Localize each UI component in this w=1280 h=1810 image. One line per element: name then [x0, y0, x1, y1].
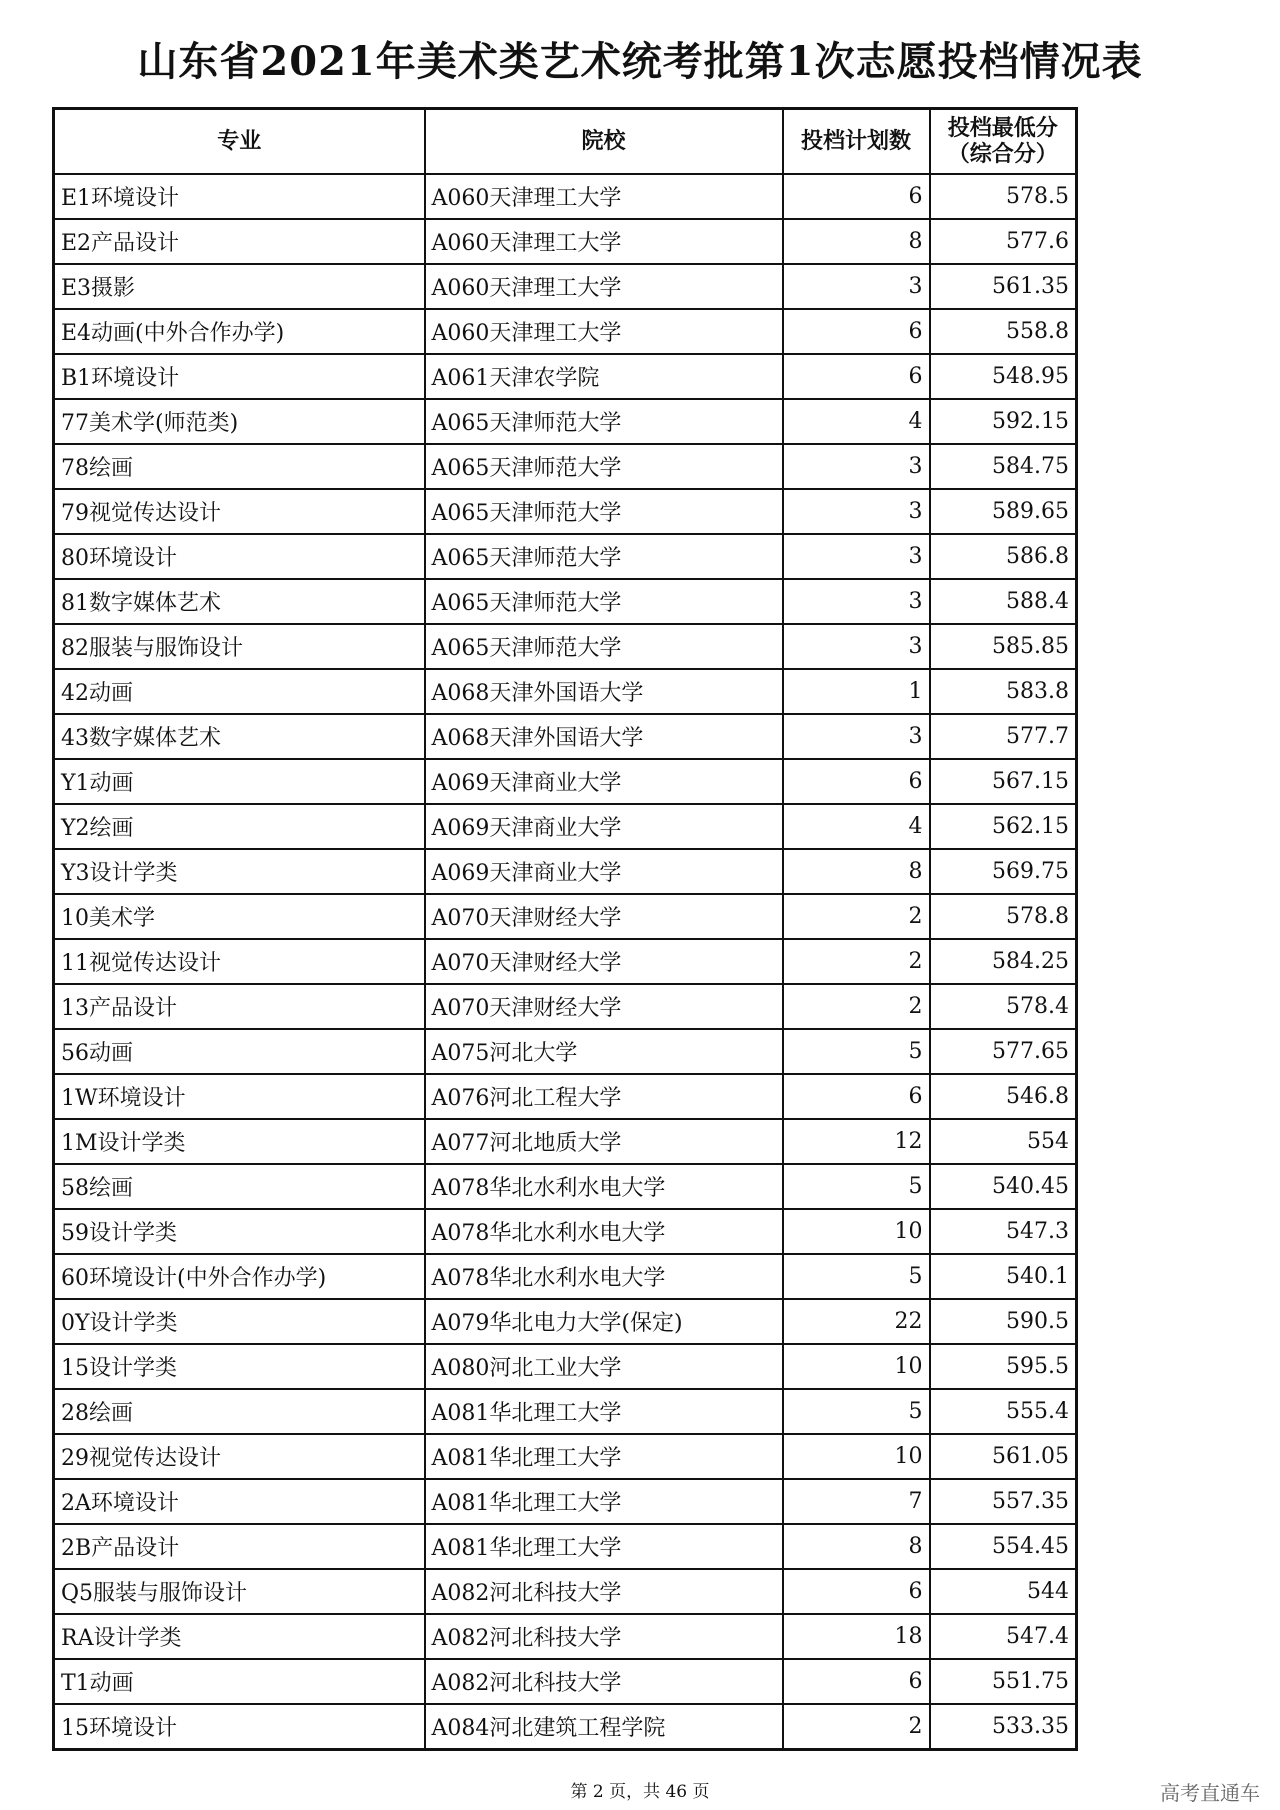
cell-plan: 10: [783, 1209, 930, 1254]
cell-plan: 3: [783, 444, 930, 489]
cell-min-score: 584.25: [930, 939, 1077, 984]
cell-school: A060天津理工大学: [425, 174, 783, 219]
cell-min-score: 588.4: [930, 579, 1077, 624]
cell-school: A060天津理工大学: [425, 264, 783, 309]
cell-school: A081华北理工大学: [425, 1434, 783, 1479]
cell-school: A070天津财经大学: [425, 894, 783, 939]
table-row: [54, 849, 1077, 894]
cell-school: A060天津理工大学: [425, 309, 783, 354]
cell-plan: 6: [783, 174, 930, 219]
cell-min-score: 540.1: [930, 1254, 1077, 1299]
cell-min-score: 561.35: [930, 264, 1077, 309]
cell-major: 15环境设计: [54, 1704, 425, 1749]
cell-major: E3摄影: [54, 264, 425, 309]
cell-major: Q5服装与服饰设计: [54, 1569, 425, 1614]
table-row: [54, 1209, 1077, 1254]
cell-school: A081华北理工大学: [425, 1389, 783, 1434]
cell-plan: 2: [783, 894, 930, 939]
table-header-row: [54, 109, 1077, 175]
cell-major: RA设计学类: [54, 1614, 425, 1659]
cell-school: A069天津商业大学: [425, 759, 783, 804]
cell-major: 81数字媒体艺术: [54, 579, 425, 624]
cell-major: E2产品设计: [54, 219, 425, 264]
cell-school: A065天津师范大学: [425, 444, 783, 489]
table-row: [54, 669, 1077, 714]
cell-plan: 6: [783, 1074, 930, 1119]
cell-min-score: 546.8: [930, 1074, 1077, 1119]
cell-plan: 10: [783, 1434, 930, 1479]
table-row: [54, 939, 1077, 984]
cell-min-score: 557.35: [930, 1479, 1077, 1524]
table-row: [54, 624, 1077, 669]
cell-major: 59设计学类: [54, 1209, 425, 1254]
table-row: [54, 894, 1077, 939]
table-row: [54, 399, 1077, 444]
cell-school: A081华北理工大学: [425, 1524, 783, 1569]
cell-min-score: 540.45: [930, 1164, 1077, 1209]
table-row: [54, 1254, 1077, 1299]
cell-plan: 3: [783, 714, 930, 759]
cell-plan: 18: [783, 1614, 930, 1659]
cell-min-score: 558.8: [930, 309, 1077, 354]
cell-school: A082河北科技大学: [425, 1569, 783, 1614]
cell-min-score: 586.8: [930, 534, 1077, 579]
header-min-score-line2: （综合分）: [947, 141, 1058, 167]
cell-major: 28绘画: [54, 1389, 425, 1434]
table-row: [54, 534, 1077, 579]
cell-plan: 8: [783, 1524, 930, 1569]
table-row: [54, 579, 1077, 624]
page-footer: 第 2 页，共 46 页: [570, 1782, 710, 1802]
header-school: 院校: [425, 109, 783, 175]
cell-plan: 3: [783, 624, 930, 669]
table-row: [54, 219, 1077, 264]
cell-min-score: 584.75: [930, 444, 1077, 489]
cell-min-score: 578.8: [930, 894, 1077, 939]
cell-major: 0Y设计学类: [54, 1299, 425, 1344]
cell-plan: 3: [783, 489, 930, 534]
cell-min-score: 577.65: [930, 1029, 1077, 1074]
cell-school: A080河北工业大学: [425, 1344, 783, 1389]
table-row: [54, 309, 1077, 354]
cell-plan: 4: [783, 804, 930, 849]
cell-min-score: 577.6: [930, 219, 1077, 264]
cell-major: 78绘画: [54, 444, 425, 489]
table-row: [54, 1164, 1077, 1209]
cell-school: A069天津商业大学: [425, 804, 783, 849]
cell-school: A075河北大学: [425, 1029, 783, 1074]
cell-min-score: 554.45: [930, 1524, 1077, 1569]
cell-plan: 5: [783, 1029, 930, 1074]
cell-plan: 3: [783, 534, 930, 579]
table-row: [54, 1614, 1077, 1659]
cell-min-score: 578.5: [930, 174, 1077, 219]
cell-major: 80环境设计: [54, 534, 425, 579]
cell-major: 77美术学(师范类): [54, 399, 425, 444]
cell-plan: 6: [783, 1569, 930, 1614]
header-min-score-line1: 投档最低分: [947, 115, 1058, 141]
cell-school: A082河北科技大学: [425, 1614, 783, 1659]
table-row: [54, 444, 1077, 489]
table-row: [54, 354, 1077, 399]
cell-plan: 7: [783, 1479, 930, 1524]
cell-school: A076河北工程大学: [425, 1074, 783, 1119]
cell-major: 13产品设计: [54, 984, 425, 1029]
cell-min-score: 551.75: [930, 1659, 1077, 1704]
cell-plan: 6: [783, 354, 930, 399]
cell-major: E1环境设计: [54, 174, 425, 219]
cell-plan: 2: [783, 939, 930, 984]
cell-min-score: 555.4: [930, 1389, 1077, 1434]
cell-school: A068天津外国语大学: [425, 714, 783, 759]
table-row: [54, 1074, 1077, 1119]
cell-major: 11视觉传达设计: [54, 939, 425, 984]
cell-school: A061天津农学院: [425, 354, 783, 399]
cell-major: T1动画: [54, 1659, 425, 1704]
cell-min-score: 583.8: [930, 669, 1077, 714]
cell-min-score: 547.3: [930, 1209, 1077, 1254]
table-row: [54, 1029, 1077, 1074]
table-row: [54, 1659, 1077, 1704]
cell-school: A065天津师范大学: [425, 489, 783, 534]
cell-school: A065天津师范大学: [425, 399, 783, 444]
header-major: 专业: [54, 109, 425, 175]
cell-plan: 3: [783, 264, 930, 309]
cell-school: A079华北电力大学(保定): [425, 1299, 783, 1344]
cell-min-score: 548.95: [930, 354, 1077, 399]
cell-school: A060天津理工大学: [425, 219, 783, 264]
cell-min-score: 577.7: [930, 714, 1077, 759]
cell-school: A069天津商业大学: [425, 849, 783, 894]
cell-school: A082河北科技大学: [425, 1659, 783, 1704]
table-row: [54, 1524, 1077, 1569]
cell-major: 42动画: [54, 669, 425, 714]
cell-school: A081华北理工大学: [425, 1479, 783, 1524]
table-row: [54, 1344, 1077, 1389]
cell-min-score: 585.85: [930, 624, 1077, 669]
header-min-score: [930, 109, 1077, 175]
cell-plan: 5: [783, 1164, 930, 1209]
table-row: [54, 1704, 1077, 1749]
cell-plan: 6: [783, 309, 930, 354]
cell-plan: 6: [783, 1659, 930, 1704]
cell-major: 79视觉传达设计: [54, 489, 425, 534]
cell-school: A068天津外国语大学: [425, 669, 783, 714]
cell-plan: 8: [783, 219, 930, 264]
cell-plan: 22: [783, 1299, 930, 1344]
cell-school: A077河北地质大学: [425, 1119, 783, 1164]
watermark: 高考直通车: [1160, 1781, 1260, 1805]
cell-min-score: 561.05: [930, 1434, 1077, 1479]
cell-plan: 5: [783, 1254, 930, 1299]
table-row: [54, 804, 1077, 849]
cell-school: A084河北建筑工程学院: [425, 1704, 783, 1749]
table-row: [54, 1119, 1077, 1164]
table-row: [54, 489, 1077, 534]
cell-min-score: 589.65: [930, 489, 1077, 534]
table-row: [54, 174, 1077, 219]
cell-major: B1环境设计: [54, 354, 425, 399]
cell-min-score: 533.35: [930, 1704, 1077, 1749]
cell-major: 29视觉传达设计: [54, 1434, 425, 1479]
cell-major: 82服装与服饰设计: [54, 624, 425, 669]
cell-min-score: 567.15: [930, 759, 1077, 804]
cell-min-score: 544: [930, 1569, 1077, 1614]
cell-school: A065天津师范大学: [425, 579, 783, 624]
cell-major: Y3设计学类: [54, 849, 425, 894]
admission-table: [52, 107, 1078, 1751]
cell-major: 43数字媒体艺术: [54, 714, 425, 759]
cell-major: 1M设计学类: [54, 1119, 425, 1164]
cell-major: 60环境设计(中外合作办学): [54, 1254, 425, 1299]
cell-major: 56动画: [54, 1029, 425, 1074]
cell-school: A078华北水利水电大学: [425, 1164, 783, 1209]
table-row: [54, 984, 1077, 1029]
cell-school: A065天津师范大学: [425, 534, 783, 579]
cell-plan: 6: [783, 759, 930, 804]
cell-min-score: 592.15: [930, 399, 1077, 444]
cell-major: 15设计学类: [54, 1344, 425, 1389]
cell-major: 1W环境设计: [54, 1074, 425, 1119]
table-body: [54, 174, 1077, 1749]
page-title: 山东省2021年美术类艺术统考批第1次志愿投档情况表: [137, 38, 1143, 85]
cell-plan: 8: [783, 849, 930, 894]
cell-major: Y1动画: [54, 759, 425, 804]
cell-min-score: 569.75: [930, 849, 1077, 894]
cell-min-score: 595.5: [930, 1344, 1077, 1389]
table-row: [54, 1389, 1077, 1434]
cell-major: 58绘画: [54, 1164, 425, 1209]
cell-min-score: 547.4: [930, 1614, 1077, 1659]
cell-min-score: 562.15: [930, 804, 1077, 849]
table-row: [54, 759, 1077, 804]
table-row: [54, 1299, 1077, 1344]
cell-major: Y2绘画: [54, 804, 425, 849]
cell-major: 2A环境设计: [54, 1479, 425, 1524]
cell-school: A078华北水利水电大学: [425, 1209, 783, 1254]
cell-plan: 5: [783, 1389, 930, 1434]
cell-school: A065天津师范大学: [425, 624, 783, 669]
cell-plan: 4: [783, 399, 930, 444]
cell-plan: 3: [783, 579, 930, 624]
cell-plan: 10: [783, 1344, 930, 1389]
cell-min-score: 578.4: [930, 984, 1077, 1029]
cell-min-score: 590.5: [930, 1299, 1077, 1344]
cell-school: A078华北水利水电大学: [425, 1254, 783, 1299]
cell-min-score: 554: [930, 1119, 1077, 1164]
cell-plan: 12: [783, 1119, 930, 1164]
cell-plan: 2: [783, 1704, 930, 1749]
cell-major: 10美术学: [54, 894, 425, 939]
header-plan: 投档计划数: [783, 109, 930, 175]
table-row: [54, 1434, 1077, 1479]
cell-major: 2B产品设计: [54, 1524, 425, 1569]
table-row: [54, 714, 1077, 759]
cell-major: E4动画(中外合作办学): [54, 309, 425, 354]
cell-school: A070天津财经大学: [425, 939, 783, 984]
table-row: [54, 264, 1077, 309]
cell-school: A070天津财经大学: [425, 984, 783, 1029]
table-row: [54, 1569, 1077, 1614]
cell-plan: 2: [783, 984, 930, 1029]
cell-plan: 1: [783, 669, 930, 714]
table-row: [54, 1479, 1077, 1524]
